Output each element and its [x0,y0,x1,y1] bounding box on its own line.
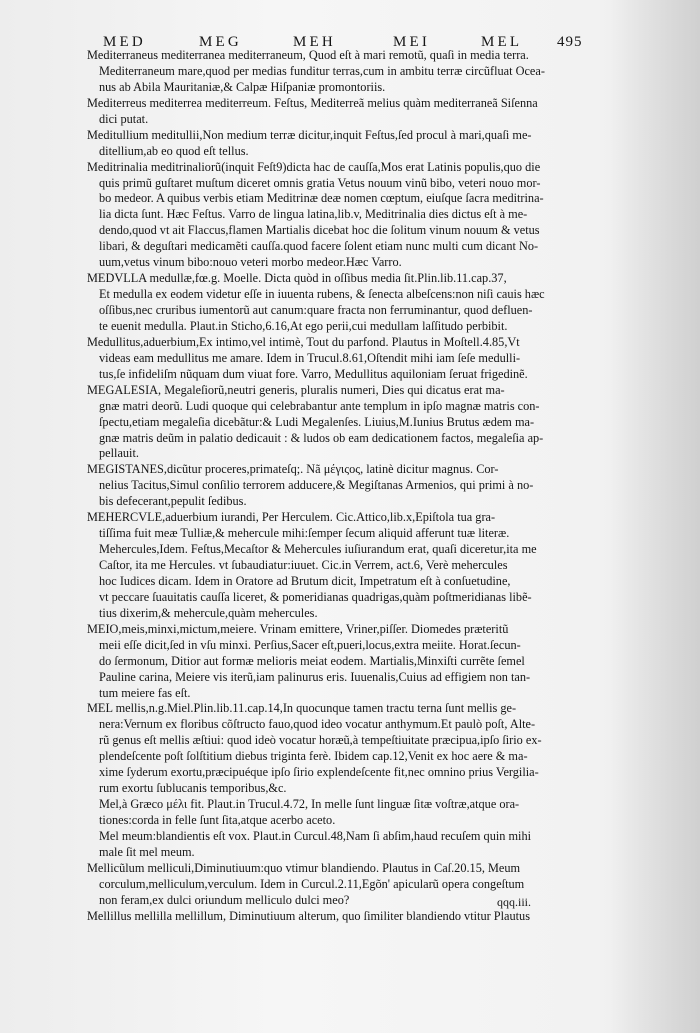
header-word-4: MEI [393,34,431,50]
text-line: tiſſima fuit meæ Tulliæ,& mehercule mihi:ſemper ſecum aliquid afferunt tuæ literæ. [99,526,510,541]
text-line: male ſit mel meum. [99,844,195,859]
signature-mark: qqq.iii. [497,895,532,909]
text-line: Mel meum:blandientis eſt vox. Plaut.in Curcul.48,Nam ſi abſim,haud recuſem quin mihi [99,828,532,843]
text-line: Medullitus,aduerbium,Ex intimo,vel intimè, Tout du parfond. Plautus in Moſtell.4.85,Vt [87,334,520,349]
text-line: lia dicta ſunt. Hæc Feſtus. Varro de lingua latina,lib.v, Meditrinalia dies dictus eſt à me- [99,207,528,222]
text-line: plendeſcente poſt ſolſtitium diebus triginta ferè. Ibidem cap.12,Venit ex hoc aere & ma- [99,749,528,764]
text-line: gnæ matri deorũ. Ludi quoque qui celebrabantur ante templum in ipſo magnæ matris con- [99,398,540,413]
text-line: rum exortu ſublucanis temporibus,&c. [99,781,287,796]
text-line: dendo,quod vt ait Flaccus,flamen Martialis dicebat hoc die ſolitum vinum nouum & vetus [99,223,540,238]
text-line: videas eam medullitus me amare. Idem in Trucul.8.61,Oſtendit mihi iam ſeſe medulli- [99,350,521,365]
text-line: nelius Tacitus,Simul conſilio terrorem adducere,& Megiſtanas Armenios, qui primi à no- [99,478,534,493]
text-line: Mediterraneum mare,quod per medias funditur terras,cum in ambitu terræ circũfluat Ocea- [99,63,545,78]
text-line: MEHERCVLE,aduerbium iurandi, Per Herculem. Cic.Attico,lib.x,Epiſtola tua gra- [87,510,496,525]
text-line: MEIO,meis,minxi,mictum,meiere. Vrinam emittere, Vriner,piſſer. Diomedes præteritũ [87,621,509,636]
text-line: ditellium,ab eo quod eſt tellus. [99,143,249,158]
text-line: Meditrinalia meditrinaliorũ(inquit Feſt9)dicta hac de cauſſa,Mos erat Latinis populis,quo die [87,159,541,174]
text-line: Mediterraneus mediterranea mediterraneum, Quod eſt à mari remotũ, quaſi in media terra. [87,48,529,62]
text-line: bo medeor. A quibus verbis etiam Meditrinæ deæ nomen cœptum, eiuſque ſacra meditrina- [99,191,544,206]
text-line: Caſtor, ita me Hercules. vt ſubaudiatur:iuuet. Cic.in Verrem, act.6, Verè mehercules [99,558,508,572]
text-line: oſſibus,nec cruribus iumentorũ aut canum:quare fracta non ferruminantur, quod defluen- [99,303,533,317]
text-line: te euenit medulla. Plaut.in Sticho,6.16,At ego perii,cui medullam laſſitudo perbibit. [99,318,508,333]
text-line: non feram,ex dulci oriundum melliculo dulci meo? [99,892,350,907]
header-word-3: MEH [293,34,336,50]
text-line: Mehercules,Idem. Feſtus,Mecaſtor & Mehercules iuſiurandum erat, quaſi diceretur,ita me [99,542,537,557]
text-line: Mellillus mellilla mellillum, Diminutiuum alterum, quo ſimiliter blandiendo vtitur Plautus [87,908,530,923]
text-line: tiones:corda in felle ſunt ſita,atque acerbo aceto. [99,813,336,827]
text-line: pellauit. [99,446,139,461]
text-line: quis primũ guſtaret muſtum diceret omnis gratia Vetus nouum vinũ bibo, veteri nouo mor- [99,175,541,190]
dictionary-text-column [87,48,595,928]
text-line: corculum,melliculum,verculum. Idem in Curcul.2.11,Egõn' apicularũ opera congeſtum [99,876,525,891]
page-number: 495 [557,34,583,50]
text-line: Mel,à Græco μέλι fit. Plaut.in Trucul.4.72, In melle ſunt linguæ ſitæ voſtræ,atque ora- [99,797,520,812]
text-line: MEGISTANES,dicũtur proceres,primateſq;. Nã μέγιςος, latinè dicitur magnus. Cor- [87,462,499,477]
text-line: meii eſſe dicit,ſed in vſu minxi. Perſius,Sacer eſt,pueri,locus,extra meiite. Horat.ſecun- [99,637,521,652]
text-line: do ſermonum, Ditior aut formæ melioris meiat eodem. Martialis,Minxiſti currẽte ſemel [99,653,525,668]
text-line: rũ genus eſt mellis æſtiui: quod ideò vocatur horæũ,à tempeſtiuitate præcipua,ipſo ſirio ex- [99,733,542,748]
text-line: xime ſyderum exortu,præcipuéque ipſo ſirio explendeſcente fit,nec omnino prius Vergilia- [99,765,539,780]
text-line: gnæ matris deũm in palatio dedicauit : & ludos ob eam dedicationem factos, megaleſia ap- [99,430,544,445]
text-line: hoc Iudices dicam. Idem in Oratore ad Brutum dicit, Impetratum eſt à conſuetudine, [99,573,511,588]
text-line: tius dixerim,& mehercule,quàm mehercules. [99,605,318,620]
text-line: Mediterreus mediterrea mediterreum. Feſtus, Mediterreã melius quàm mediterraneã Siſenna [87,95,538,110]
text-line: MEGALESIA, Megaleſiorũ,neutri generis, pluralis numeri, Dies qui dicatus erat ma- [87,382,505,397]
text-line: uum,vetus vinum bibo:nouo veteri morbo medeor.Hæc Varro. [99,255,402,270]
text-line: tus,ſe infideliſm nũquam dum viuat fore. Varro, Medullitus aquiloniam ſeruat frigedinẽ. [99,366,528,381]
text-line: nera:Vernum ex floribus cõſtructo fauo,quod ideo vocatur anthymum.Et paulò poſt, Alte- [99,717,536,732]
text-line: MEL mellis,n.g.Miel.Plin.lib.11.cap.14,In quocunque tamen tractu terna ſunt mellis ge- [87,701,517,716]
text-line: dici putat. [99,111,149,126]
header-word-5: MEL [481,34,523,50]
text-line: MEDVLLA medullæ,fœ.g. Moelle. Dicta quòd in oſſibus media ſit.Plin.lib.11.cap.37, [87,271,507,286]
text-line: Meditullium meditullii,Non medium terræ dicitur,inquit Feſtus,ſed procul à mari,quaſi me- [87,127,532,142]
text-line: tum meiere fas eſt. [99,685,191,700]
text-line: Mellicũlum melliculi,Diminutiuum:quo vtimur blandiendo. Plautus in Caſ.20.15, Meum [87,860,521,875]
text-line: Pauline carina, Meiere vis iterũ,iam palinurus eris. Iuuenalis,Cuius ad effigiem non tan- [99,669,531,684]
text-line: vt peccare ſuauitatis cauſſa liceret, & pomeridianas quadrigas,quàm poſtmeridianas libẽ- [99,589,532,604]
text-line: bis defecerant,pepulit ſedibus. [99,494,247,509]
text-line: libari, & deguſtari medicamẽti cauſſa.quod facere ſolent etiam nunc multi cum dicant No- [99,239,539,254]
text-line: ſpectu,etiam megaleſia dicebãtur:& Ludi Megalenſes. Liuius,M.Iunius Brutus ædem ma- [99,414,535,429]
header-word-1: MED [103,34,146,50]
text-line: nus ab Abila Mauritaniæ,& Calpæ Hiſpaniæ promontoriis. [99,79,386,94]
header-word-2: MEG [199,34,242,50]
text-line: Et medulla ex eodem videtur eſſe in iuuenta rubens, & ſenecta albeſcens:non niſi cauis hæc [99,287,545,302]
